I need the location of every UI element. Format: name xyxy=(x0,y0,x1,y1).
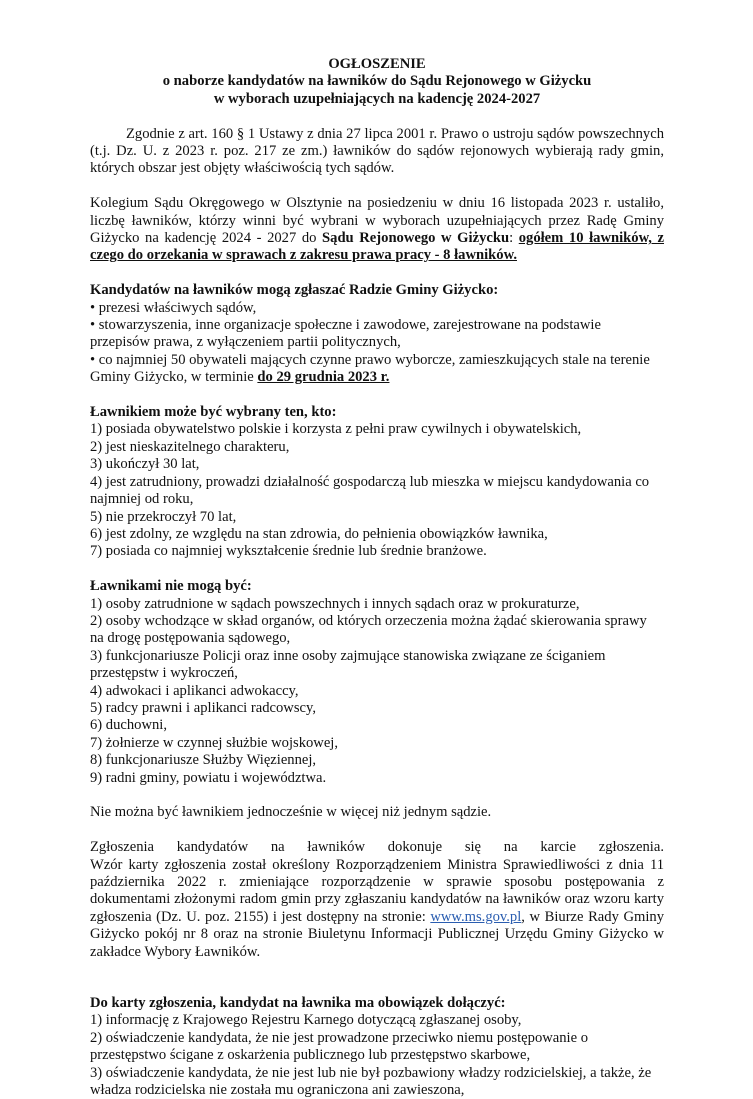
kolegium-text: Kolegium Sądu Okręgowego w Olsztynie na posiedzeniu w dniu 16 listopada 2023 r. ustaliło, liczbę ławników, którzy winni być wybrani w wyborach uzupełniających przez Radę Gminy Giżycko na kadencję 2024 - 2027 do xyxy=(90,195,664,247)
attachments-heading: Do karty zgłoszenia, kandydat na ławnika ma obowiązek dołączyć: xyxy=(90,995,506,1012)
list-item: 6) duchowni, xyxy=(90,717,168,734)
list-item: 9) radni gminy, powiatu i województwa. xyxy=(90,769,327,786)
eligibility-heading: Ławnikiem może być wybrany ten, kto: xyxy=(90,404,337,421)
application-text: Wzór karty zgłoszenia został określony Rozporządzeniem Ministra Sprawiedliwości z dnia 11 października 2022 r. zmieniające rozporządzenie w sprawie sposobu postępowania z dokumentami złożonymi radom gmin przy zgłaszaniu kandydatów na ławników oraz wzoru karty zgłoszenia (Dz. U. poz. 2155) i jest dostępny na stronie: xyxy=(90,856,664,925)
deadline: do 29 grudnia 2023 r. xyxy=(257,369,390,386)
list-item: 7) posiada co najmniej wykształcenie średnie lub średnie branżowe. xyxy=(90,543,487,560)
list-item-text: • co najmniej 50 obywateli mających czynne prawo wyborcze, zamieszkujących stale na terenie Gminy Giżycko, w terminie xyxy=(90,351,650,386)
list-item: 2) oświadczenie kandydata, że nie jest prowadzone przeciwko niemu postępowanie o przestępstwo ścigane z oskarżenia publicznego lub przestępstwo skarbowe, xyxy=(90,1029,589,1064)
application-text-after: , w Biurze Rady Gminy Giżycko pokój nr 8 oraz na stronie Biuletynu Informacji Publicznej Urzędu Gminy Giżycko w zakładce Wybory Ławników. xyxy=(90,908,664,960)
single-court-note: Nie można być ławnikiem jednocześnie w więcej niż jednym sądzie. xyxy=(90,804,492,821)
list-item: 5) nie przekroczył 70 lat, xyxy=(90,508,237,525)
document-subtitle-line2: w wyborach uzupełniających na kadencję 2024-2027 xyxy=(213,90,541,107)
list-item: 2) jest nieskazitelnego charakteru, xyxy=(90,438,290,455)
kolegium-paragraph xyxy=(90,195,664,265)
exclusions-list xyxy=(90,596,664,787)
nominators-heading: Kandydatów na ławników mogą zgłaszać Radzie Gminy Giżycko: xyxy=(90,282,499,299)
nominators-list xyxy=(90,300,664,387)
application-line1: Zgłoszenia kandydatów na ławników dokonuje się na karcie zgłoszenia. xyxy=(90,839,664,856)
document-title: OGŁOSZENIE xyxy=(328,56,426,72)
list-item: 7) żołnierze w czynnej służbie wojskowej, xyxy=(90,734,339,751)
list-item: 1) posiada obywatelstwo polskie i korzysta z pełni praw cywilnych i obywatelskich, xyxy=(90,421,582,438)
exclusions-heading: Ławnikami nie mogą być: xyxy=(90,578,252,595)
intro-paragraph: Zgodnie z art. 160 § 1 Ustawy z dnia 27 lipca 2001 r. Prawo o ustroju sądów powszechnych (t.j. Dz. U. z 2023 r. poz. 217 ze zm.) ławników do sądów rejonowych wybierają rady gmin, których obszar jest objęty właściwością tych sądów. xyxy=(90,125,664,177)
list-item: 3) oświadczenie kandydata, że nie jest lub nie był pozbawiony władzy rodzicielskiej, a także, że władza rodzicielska nie została mu ograniczona ani zawieszona, xyxy=(90,1064,652,1099)
list-item xyxy=(90,352,664,387)
document-page xyxy=(90,56,664,1099)
application-paragraph xyxy=(90,857,664,961)
lawnik-count: ogółem 10 ławników, z czego do orzekania w sprawach z zakresu prawa pracy - 8 ławników. xyxy=(90,230,665,264)
list-item: 2) osoby wchodzące w skład organów, od których orzeczenia można żądać skierowania sprawy na drogę postępowania sądowego, xyxy=(90,612,647,647)
list-item: • stowarzyszenia, inne organizacje społeczne i zawodowe, zarejestrowane na podstawie przepisów prawa, z wyłączeniem partii politycznych, xyxy=(90,317,601,351)
list-item: • prezesi właściwych sądów, xyxy=(90,299,257,316)
court-name: Sądu Rejonowego w Giżycku xyxy=(322,230,510,247)
kolegium-colon: : xyxy=(509,230,519,247)
ms-gov-link[interactable]: www.ms.gov.pl xyxy=(430,908,522,925)
list-item: 8) funkcjonariusze Służby Więziennej, xyxy=(90,752,317,769)
list-item: 6) jest zdolny, ze względu na stan zdrowia, do pełnienia obowiązków ławnika, xyxy=(90,525,548,542)
attachments-list xyxy=(90,1012,664,1099)
list-item: 1) informację z Krajowego Rejestru Karnego dotyczącą zgłaszanej osoby, xyxy=(90,1012,522,1029)
document-subtitle-line1: o naborze kandydatów na ławników do Sądu Rejonowego w Giżycku xyxy=(162,73,592,90)
list-item: 1) osoby zatrudnione w sądach powszechnych i innych sądach oraz w prokuraturze, xyxy=(90,595,580,612)
list-item: 4) jest zatrudniony, prowadzi działalność gospodarczą lub mieszka w miejscu kandydowania co najmniej od roku, xyxy=(90,473,650,508)
list-item: 4) adwokaci i aplikanci adwokaccy, xyxy=(90,682,299,699)
list-item: 5) radcy prawni i aplikanci radcowscy, xyxy=(90,699,316,716)
list-item: 3) funkcjonariusze Policji oraz inne osoby zajmujące stanowiska związane ze ściganiem przestępstw i wykroczeń, xyxy=(90,647,606,682)
list-item: 3) ukończył 30 lat, xyxy=(90,456,200,473)
eligibility-list xyxy=(90,421,664,560)
